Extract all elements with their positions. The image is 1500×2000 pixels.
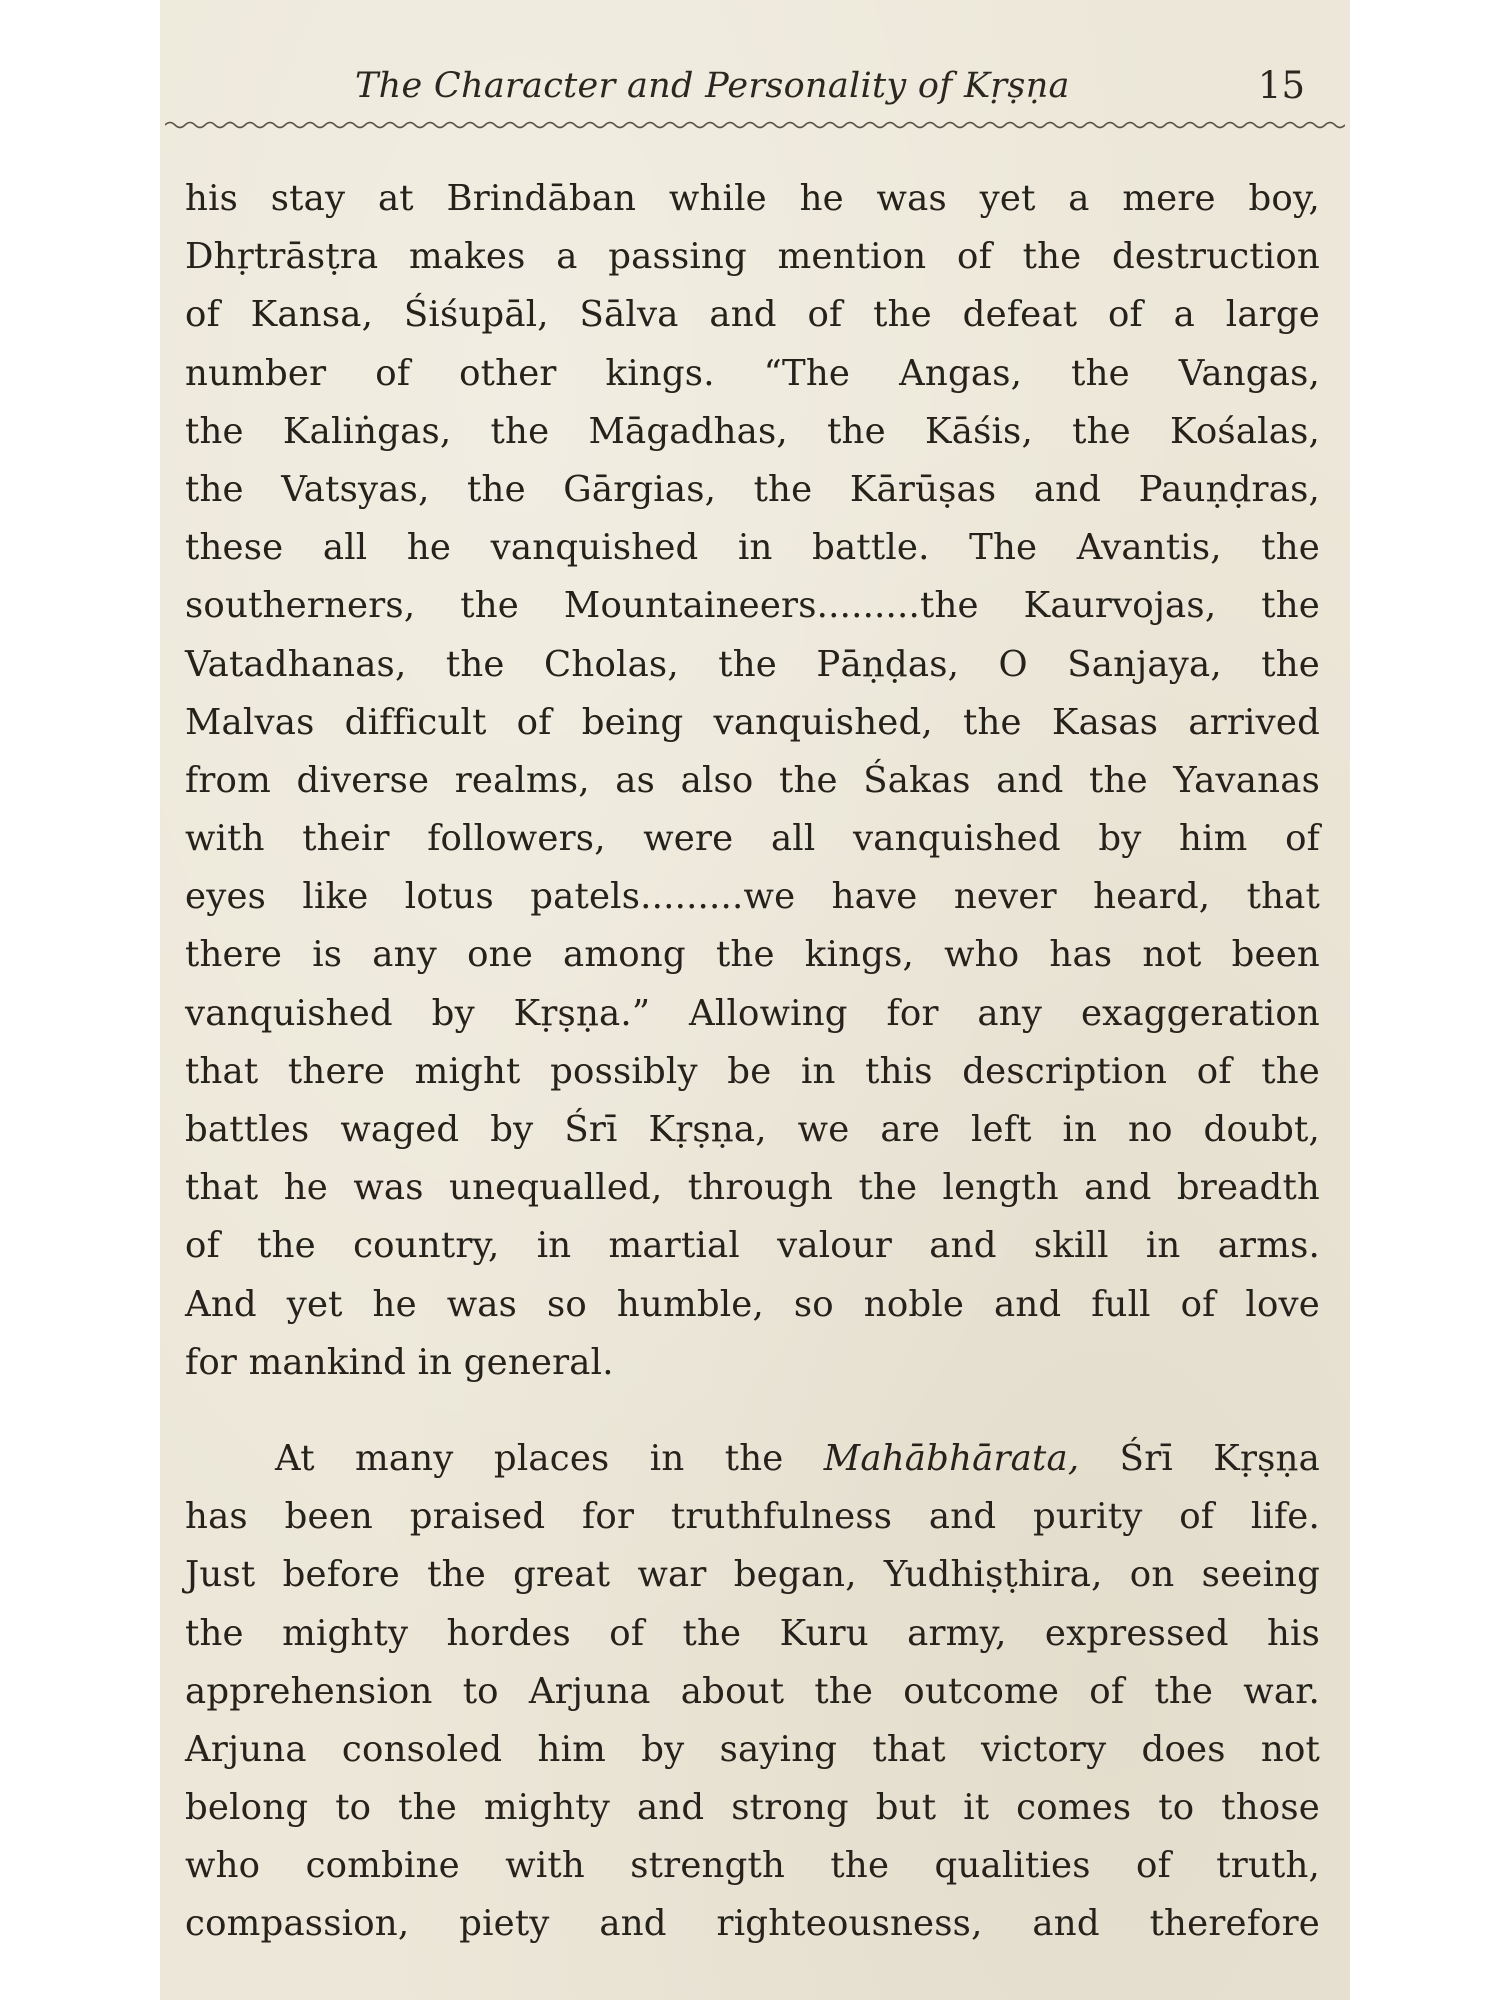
text-line: vanquished by Kṛṣṇa.” Allowing for any exaggeration: [185, 992, 1320, 1034]
running-header: [160, 62, 1350, 122]
page-number: 15: [1257, 64, 1305, 107]
text-line: eyes like lotus patels.........we have never heard, that: [185, 876, 1320, 918]
text-line: who combine with strength the qualities of truth,: [185, 1845, 1320, 1887]
paragraph: [185, 170, 1320, 1392]
paragraph: [185, 1430, 1320, 1954]
text-line: that he was unequalled, through the length and breadth: [185, 1167, 1320, 1209]
text-line: Vatadhanas, the Cholas, the Pāṇḍas, O Sanjaya, the: [185, 643, 1320, 685]
text-line: battles waged by Śrī Kṛṣṇa, we are left in no doubt,: [185, 1109, 1320, 1150]
text-line: these all he vanquished in battle. The Avantis, the: [185, 527, 1320, 569]
text-line: of Kansa, Śiśupāl, Sālva and of the defeat of a large: [185, 294, 1320, 336]
text-line: And yet he was so humble, so noble and full of love: [185, 1283, 1320, 1325]
text-segment: At many places in the: [275, 1437, 824, 1479]
text-line: the Kaliṅgas, the Māgadhas, the Kāśis, the Kośalas,: [185, 410, 1320, 452]
text-line: from diverse realms, as also the Śakas and the Yavanas: [185, 759, 1320, 801]
text-line: Dhṛtrāsṭra makes a passing mention of the destruction: [185, 236, 1320, 278]
running-title: The Character and Personality of Kṛṣṇa: [355, 66, 1070, 106]
text-line: has been praised for truthfulness and purity of life.: [185, 1496, 1320, 1538]
book-page: [160, 0, 1350, 2000]
text-segment: Śrī Kṛṣṇa: [1079, 1437, 1320, 1479]
text-line: belong to the mighty and strong but it comes to those: [185, 1787, 1320, 1829]
text-line: Malvas difficult of being vanquished, the Kasas arrived: [185, 701, 1320, 743]
text-line: his stay at Brindāban while he was yet a mere boy,: [185, 178, 1320, 219]
text-line: for mankind in general.: [185, 1341, 614, 1383]
text-line: there is any one among the kings, who has not been: [185, 934, 1320, 976]
text-line: compassion, piety and righteousness, and therefore: [185, 1903, 1320, 1945]
text-line: southerners, the Mountaineers.........the Kaurvojas, the: [185, 585, 1320, 627]
text-line: Just before the great war began, Yudhiṣṭhira, on seeing: [185, 1554, 1320, 1596]
header-wavy-rule: [165, 118, 1345, 132]
book-title-italic: Mahābhārata,: [823, 1437, 1080, 1479]
paragraph-gap: [185, 1392, 1320, 1430]
text-line: the mighty hordes of the Kuru army, expressed his: [185, 1612, 1320, 1654]
text-line: of the country, in martial valour and skill in arms.: [185, 1225, 1320, 1267]
text-line: with their followers, were all vanquished by him of: [185, 818, 1320, 860]
text-line: number of other kings. “The Angas, the Vangas,: [185, 352, 1320, 394]
body-text: [185, 170, 1320, 1954]
text-line: apprehension to Arjuna about the outcome of the war.: [185, 1670, 1320, 1712]
text-line: Arjuna consoled him by saying that victory does not: [185, 1728, 1320, 1770]
text-line: that there might possibly be in this description of the: [185, 1050, 1320, 1092]
text-line: the Vatsyas, the Gārgias, the Kārūṣas and Pauṇḍras,: [185, 468, 1320, 510]
text-line: [185, 1430, 1320, 1488]
